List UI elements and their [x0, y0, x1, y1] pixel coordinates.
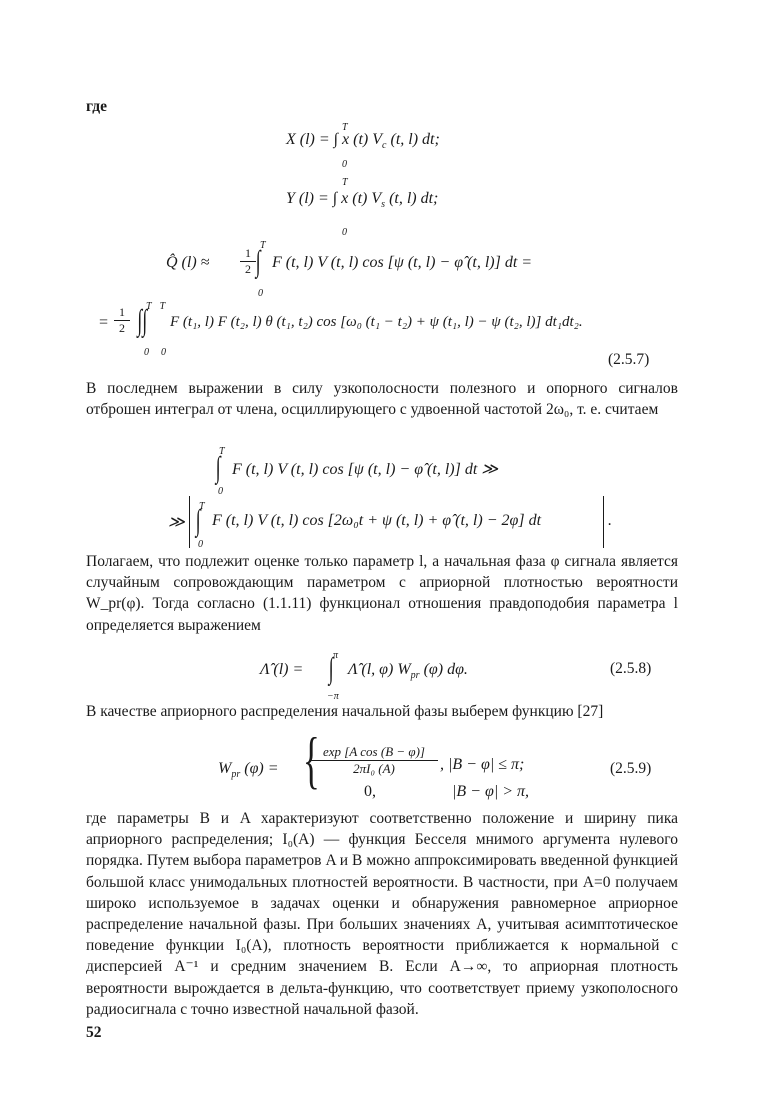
x-upper-limit: T — [342, 122, 348, 133]
double-eq-equals: = — [98, 314, 109, 331]
ineq1-integral-icon: ∫ — [215, 451, 221, 484]
wpr-fraction: exp [A cos (B − φ)] 2πI₀ (A) — [310, 744, 438, 777]
x-integral-equation: X (l) = ∫ x (t) $V_c$ (t, l) dt; — [286, 131, 440, 152]
x-lower-limit: 0 — [342, 159, 347, 170]
ineq2-upper-limit: T — [199, 501, 205, 512]
ineq2-lower-limit: 0 — [198, 539, 203, 550]
q-equation-rhs: F (t, l) V (t, l) cos [ψ (t, l) − φ̂ (t, l)] dt = — [272, 254, 533, 271]
curly-brace-icon: { — [302, 724, 320, 795]
q-upper-limit: T — [260, 240, 266, 251]
q-half-fraction: 1 2 — [240, 246, 256, 277]
ineq1-upper-limit: T — [219, 446, 225, 457]
abs-bar-right — [603, 496, 604, 548]
q-lower-limit: 0 — [258, 288, 263, 299]
paragraph-narrowband: В последнем выражении в силу узкополосности полезного и опорного сигналов отброшен интеграл от члена, осциллирующего с удвоенной частотой 2ω₀, т. е. считаем — [86, 380, 678, 419]
integral-sign-icon: ∫ — [255, 245, 261, 278]
lambda-upper-limit: π — [333, 650, 339, 661]
paragraph-prior-choice: В качестве априорного распределения начальной фазы выберем функцию [27] — [86, 703, 604, 720]
page-number: 52 — [86, 1024, 102, 1041]
wpr-condition-1: , |B − φ| ≤ π; — [440, 756, 525, 773]
q-equation-lhs: Q̂ (l) ≈ — [166, 254, 210, 271]
wpr-zero-value: 0, — [364, 783, 376, 800]
equation-number-2-5-9: (2.5.9) — [610, 760, 652, 777]
equation-number-2-5-7: (2.5.7) — [608, 351, 650, 368]
intro-word: где — [86, 98, 107, 115]
abs-bar-left — [189, 496, 190, 548]
lambda-lower-limit: −π — [327, 691, 339, 702]
inequality-line-2: F (t, l) V (t, l) cos [2ω₀t + ψ (t, l) + φ̂ (t, l) − 2φ] dt — [212, 512, 542, 529]
y-lower-limit: 0 — [342, 227, 347, 238]
inequality-line-1: F (t, l) V (t, l) cos [ψ (t, l) − φ̂ (t, l)] dt ≫ — [232, 461, 499, 478]
y-integral-equation: Y (l) = ∫ x (t) $V_s$ (t, l) dt; — [286, 190, 439, 211]
double-half-fraction: 1 2 — [114, 305, 130, 336]
lambda-equation-lhs: Λ̂ (l) = — [260, 661, 304, 678]
ineq1-lower-limit: 0 — [218, 486, 223, 497]
y-upper-limit: T — [342, 177, 348, 188]
double-upper-limits: T T — [146, 301, 166, 312]
inequality-gg-sign: ≫ — [168, 514, 185, 531]
paragraph-phase-parameter: Полагаем, что подлежит оценке только параметр l, а начальная фаза φ сигнала является случайным сопровождающим параметром с априорной плотностью вероятности W_pr(φ). Тогда согласно (1.1.11) функционал отношения правдоподобия параметра l определяется выражением — [86, 553, 678, 634]
inequality-period: . — [608, 512, 612, 529]
lambda-integral-icon: ∫ — [328, 652, 334, 685]
double-integral-sign-icon: ∫∫ — [137, 304, 148, 337]
wpr-condition-2: |B − φ| > π, — [452, 783, 530, 800]
paragraph-parameters-description: где параметры B и A характеризуют соответственно положение и ширину пика априорного распределения; I₀(A) — функция Бесселя мнимого аргумента нулевого порядка. Путем выбора параметров A и B можно аппроксимировать введенной функцией большой класс унимодальных плотностей вероятности. В частности, при A=0 получаем широко используемое в задачах оценки и обнаружения равномерное априорное распределение начальной фазы. При больших значениях A, учитывая асимптотическое поведение функции I₀(A), плотность вероятности приближается к нормальной с дисперсией A⁻¹ и средним значением B. Если A→∞, то априорная плотность вероятности вырождается в дельта-функцию, что соответствует приему узкополосного радиосигнала с точно известной начальной фазой. — [86, 810, 678, 1018]
wpr-equation-lhs: $W_{pr}$ (φ) = — [218, 760, 279, 781]
ineq2-integral-icon: ∫ — [195, 504, 201, 537]
lambda-equation-rhs: Λ̂ (l, φ) $W_{pr}$ (φ) dφ. — [348, 661, 468, 682]
double-integral-equation: F (t₁, l) F (t₂, l) θ (t₁, t₂) cos [ω₀ (t₁ − t₂) + ψ (t₁, l) − ψ (t₂, l)] dt₁dt₂. — [170, 314, 583, 330]
equation-number-2-5-8: (2.5.8) — [610, 660, 652, 677]
double-lower-limits: 0 0 — [144, 347, 166, 358]
